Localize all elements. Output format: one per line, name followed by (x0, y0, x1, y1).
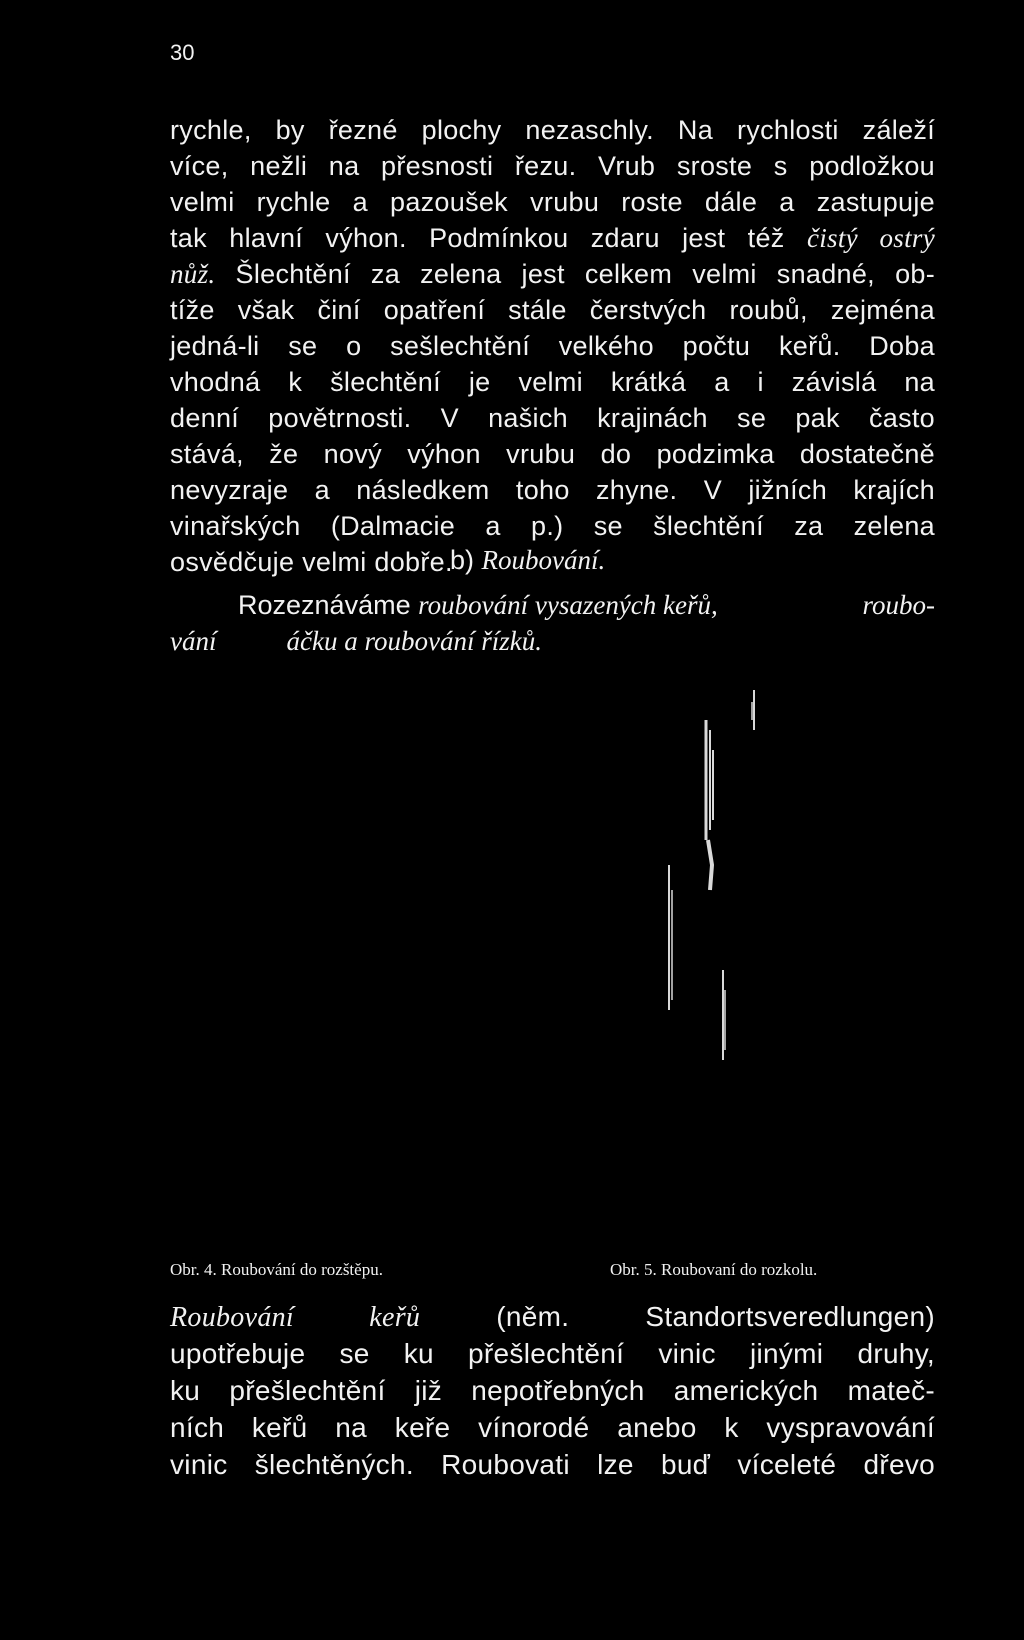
italic-phrase: Roubování keřů (170, 1302, 421, 1333)
text-line: nevyzraje a následkem toho zhyne. V jižních krajích (170, 475, 935, 505)
text-line: ku přešlechtění již nepotřebných amerických mateč- (170, 1375, 935, 1406)
text-line-with-italic (170, 256, 935, 292)
text-line-rest: Šlechtění za zelena jest celkem velmi snadné, ob- (235, 259, 935, 289)
italic-phrase: roubování vysazených keřů, (418, 590, 718, 620)
subintro-paragraph (170, 587, 935, 659)
figure-4-caption: Obr. 4. Roubování do rozštěpu. (170, 1260, 383, 1279)
italic-phrase: áčku a roubování řízků. (286, 626, 542, 656)
text-line-with-italic (170, 1298, 935, 1335)
italic-phrase: čistý ostrý (806, 223, 935, 253)
italic-word: nůž. (170, 259, 216, 289)
text-line: velmi rychle a pazoušek vrubu roste dále a zastupuje (170, 187, 935, 217)
text-line: rychle, by řezné plochy nezaschly. Na rychlosti záleží (170, 115, 935, 145)
text-line: osvědčuje velmi dobře. (170, 547, 453, 577)
subintro-line (170, 587, 935, 623)
intro-paragraph (170, 112, 935, 580)
text-line-start: tak hlavní výhon. Podmínkou zdaru jest též (170, 223, 785, 253)
figure-4-strokes (669, 720, 713, 1010)
figure-grafting-illustrations (150, 690, 950, 1240)
text-line: jedná-li se o sešlechtění velkého počtu keřů. Doba (170, 331, 935, 361)
text-line: více, nežli na přesnosti řezu. Vrub sroste s podložkou (170, 151, 935, 181)
section-heading (450, 545, 605, 576)
section-label: b) (450, 545, 475, 575)
text-line-with-italic (170, 220, 935, 256)
text-line: ních keřů na keře vínorodé anebo k vyspravování (170, 1412, 935, 1443)
italic-phrase: vání (170, 626, 217, 656)
figure-5-strokes (723, 690, 754, 1060)
subintro-line (170, 623, 935, 659)
section-title: Roubování. (481, 545, 606, 575)
subintro-lead: Rozeznáváme (238, 590, 411, 620)
grafting-figure-drawing (150, 690, 950, 1240)
italic-phrase: roubo- (862, 590, 935, 620)
text-line: vinic šlechtěných. Roubovati lze buď víceleté dřevo (170, 1449, 935, 1480)
text-line: denní povětrnosti. V našich krajinách se pak často (170, 403, 935, 433)
text-line: tíže však činí opatření stále čerstvých roubů, zejména (170, 295, 935, 325)
text-line: vinařských (Dalmacie a p.) se šlechtění za zelena (170, 511, 935, 541)
text-line: stává, že nový výhon vrubu do podzimka dostatečně (170, 439, 935, 469)
text-line: vhodná k šlechtění je velmi krátká a i závislá na (170, 367, 935, 397)
figure-5-caption: Obr. 5. Roubovaní do rozkolu. (610, 1260, 818, 1279)
outro-paragraph (170, 1298, 935, 1483)
text-line-rest: (něm. Standortsveredlungen) (496, 1301, 935, 1332)
page-number: 30 (170, 40, 195, 65)
text-line: upotřebuje se ku přešlechtění vinic jinými druhy, (170, 1338, 935, 1369)
